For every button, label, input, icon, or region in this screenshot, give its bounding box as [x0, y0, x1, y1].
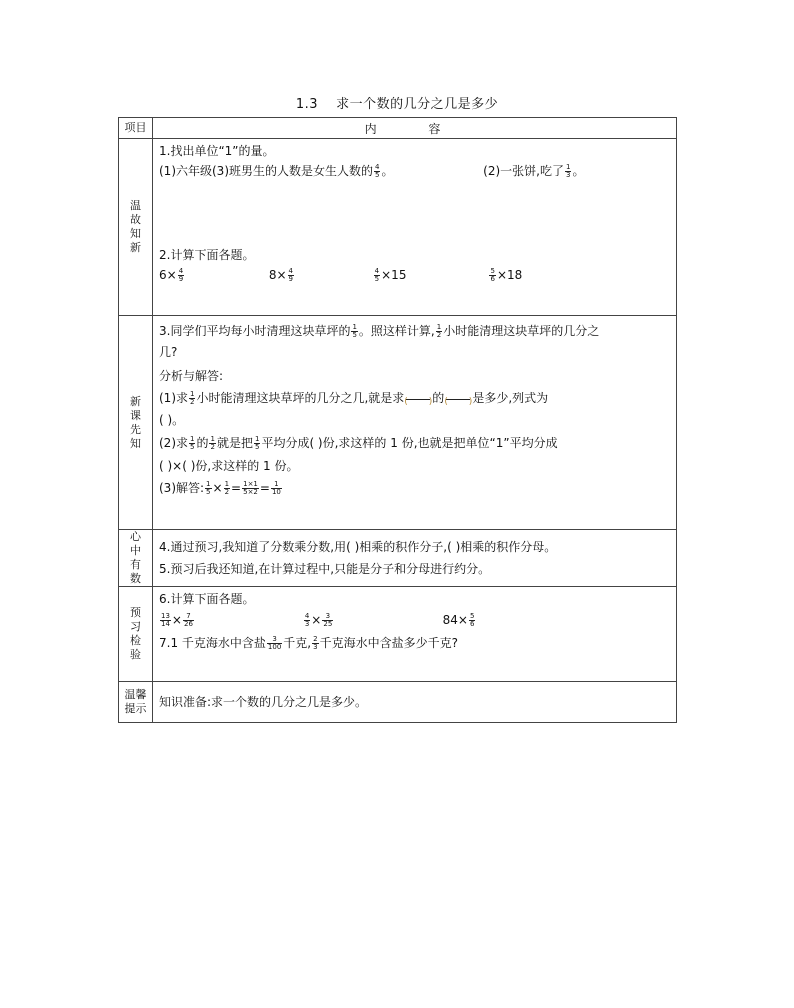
heart-label-cell [119, 530, 153, 587]
calc-pre: 8× [268, 268, 287, 282]
q1b-end: 。 [572, 164, 585, 178]
a2-mid: 就是把 [216, 436, 253, 450]
q3-fraction-1 [351, 324, 357, 339]
frac-num: 3 [322, 613, 333, 621]
answer-1-blank: ( )。 [159, 413, 185, 427]
answer-2-line2: ( )×( )份,求这样的 1 份。 [159, 459, 299, 473]
frac-num: 1 [271, 481, 282, 489]
frac-den: 5 [206, 488, 211, 496]
calc-item [159, 265, 265, 285]
times-sign: × [311, 613, 322, 627]
frac-den: 5 [352, 331, 357, 339]
calc-post: ×15 [381, 268, 407, 282]
q7-fraction-2 [312, 636, 318, 651]
check-row [119, 587, 677, 682]
frac-num: 1 [254, 435, 260, 443]
calc-item [269, 265, 369, 285]
a3-fraction-1 [205, 481, 211, 496]
times-sign: × [212, 481, 223, 495]
check-content [153, 587, 677, 682]
section-number: 1.3 [295, 97, 319, 112]
frac-num: 7 [183, 613, 194, 621]
tip-label: 温馨提示 [124, 688, 147, 715]
a2-fraction-2 [209, 436, 215, 451]
header-row [119, 118, 677, 139]
calc-item [443, 609, 523, 631]
q3-line1 [159, 320, 676, 342]
frac-num: 1×1 [243, 480, 258, 488]
frac-den: 5 [190, 443, 195, 451]
tip-label-cell [119, 682, 153, 723]
frac-den: 5×2 [243, 488, 258, 496]
frac-num: 13 [161, 612, 170, 620]
q4-line: 4.通过预习,我知道了分数乘分数,用( )相乘的积作分子,( )相乘的积作分母。 [159, 540, 557, 554]
calc-fraction [288, 268, 294, 283]
review-label: 温故知新 [130, 199, 141, 254]
calc-fraction [469, 613, 475, 628]
q1-title: 1.找出单位“1”的量。 [159, 144, 275, 158]
frac-num: 4 [288, 267, 293, 275]
heart-row [119, 530, 677, 587]
a3-fraction-3 [242, 481, 259, 496]
review-content [153, 139, 677, 316]
worksheet-table [118, 117, 677, 723]
calc-item [373, 265, 485, 285]
q6-title: 6.计算下面各题。 [159, 592, 255, 606]
q1b-fraction [565, 164, 571, 179]
calc-fraction [374, 268, 380, 283]
tip-text: 知识准备:求一个数的几分之几是多少。 [159, 695, 368, 709]
tip-content [153, 682, 677, 723]
frac-den: 6 [469, 620, 475, 628]
frac-num: 1 [206, 480, 211, 488]
blank-fraction[interactable]: ( ) [444, 392, 472, 406]
q7-text: 7.1 千克海水中含盐 [159, 636, 266, 650]
frac-num: 1 [565, 163, 571, 171]
answer-space [159, 181, 676, 245]
frac-num: 1 [224, 480, 230, 488]
a3-text: (3)解答: [159, 481, 205, 495]
q2-calcs [159, 265, 676, 285]
calc-fraction [178, 268, 184, 283]
preview-content [153, 316, 677, 530]
tip-row [119, 682, 677, 723]
frac-den: 6 [490, 275, 495, 283]
frac-den: 3 [304, 620, 310, 628]
q7-end: 千克海水中含盐多少千克? [319, 636, 458, 650]
frac-num: 1 [190, 390, 195, 398]
blank-fraction[interactable]: ( ) [404, 392, 432, 406]
q3-fraction-2 [436, 324, 442, 339]
equals-sign: = [259, 481, 270, 495]
frac-num: 4 [374, 267, 380, 275]
q1a-fraction [374, 164, 380, 179]
q7-mid: 千克, [283, 636, 312, 650]
answer-1 [159, 386, 676, 410]
frac-den: 26 [183, 620, 193, 628]
q1b-text: (2)一张饼,吃了 [483, 164, 564, 178]
q1a-end: 。 [381, 164, 394, 178]
calc-item [159, 609, 299, 631]
frac-den: 5 [374, 275, 380, 283]
frac-den: 2 [210, 443, 215, 451]
a1-text: (1)求 [159, 391, 188, 405]
times-sign: × [171, 613, 182, 627]
calc-fraction [160, 613, 171, 628]
q1-parts [159, 161, 676, 181]
frac-num: 5 [490, 267, 495, 275]
review-row [119, 139, 677, 316]
frac-den: 25 [323, 620, 333, 628]
heart-label: 心中有数 [130, 530, 141, 585]
calc-fraction [322, 613, 333, 628]
frac-num: 5 [469, 612, 475, 620]
frac-num: 4 [304, 612, 310, 620]
frac-num: 1 [352, 323, 357, 331]
preview-label-cell [119, 316, 153, 530]
frac-num: 2 [313, 635, 318, 643]
q3-end: 小时能清理这块草坪的几分之 [443, 324, 600, 338]
a2-de: 的 [196, 436, 209, 450]
frac-den: 9 [178, 275, 184, 283]
q6-calcs [159, 609, 676, 631]
frac-den: 10 [271, 488, 281, 496]
a3-fraction-2 [224, 481, 230, 496]
calc-fraction [489, 268, 495, 283]
title-text: 求一个数的几分之几是多少 [336, 97, 499, 112]
header-col-item: 项目 [119, 118, 153, 139]
frac-den: 2 [224, 488, 230, 496]
preview-label: 新课先知 [130, 394, 141, 450]
calc-item [488, 265, 568, 285]
frac-den: 2 [190, 398, 195, 406]
a1-mid: 小时能清理这块草坪的几分之几,就是求 [196, 391, 405, 405]
q3-text: 3.同学们平均每小时清理这块草坪的 [159, 324, 351, 338]
q3-line2: 几? [159, 345, 178, 359]
calc-post: ×18 [496, 268, 523, 282]
a1-end: 是多少,列式为 [472, 391, 549, 405]
a2-fraction-1 [189, 436, 195, 451]
frac-den: 5 [375, 171, 380, 179]
frac-num: 1 [190, 435, 195, 443]
frac-num: 1 [436, 323, 442, 331]
frac-den: 100 [267, 643, 282, 651]
q7-fraction-1 [267, 636, 282, 651]
q2-title: 2.计算下面各题。 [159, 248, 255, 262]
a3-fraction-4 [271, 481, 282, 496]
a1-de: 的 [432, 391, 445, 405]
frac-num: 1 [210, 435, 215, 443]
preview-row [119, 316, 677, 530]
frac-num: 3 [267, 636, 282, 644]
q7-line [159, 631, 676, 655]
q5-line: 5.预习后我还知道,在计算过程中,只能是分子和分母进行约分。 [159, 562, 491, 576]
analysis-heading: 分析与解答: [159, 369, 224, 383]
frac-den: 3 [565, 171, 571, 179]
a1-fraction [189, 391, 195, 406]
frac-den: 5 [254, 443, 260, 451]
heart-content [153, 530, 677, 587]
q3-mid: 。照这样计算, [358, 324, 435, 338]
equals-sign: = [231, 481, 242, 495]
review-label-cell [119, 139, 153, 316]
check-label: 预习检验 [130, 606, 141, 661]
a2-text: (2)求 [159, 436, 188, 450]
calc-pre: 6× [159, 268, 177, 282]
calc-item [303, 609, 439, 631]
frac-num: 4 [375, 163, 380, 171]
frac-den: 3 [313, 643, 318, 651]
frac-den: 9 [288, 275, 293, 283]
q1a-text: (1)六年级(3)班男生的人数是女生人数的 [159, 164, 373, 178]
frac-den: 14 [161, 620, 170, 628]
calc-fraction [183, 613, 194, 628]
a2-fraction-3 [254, 436, 260, 451]
answer-2 [159, 430, 676, 456]
check-label-cell [119, 587, 153, 682]
calc-fraction [304, 613, 310, 628]
frac-num: 4 [178, 267, 184, 275]
answer-3 [159, 476, 676, 500]
calc-pre: 84× [442, 613, 468, 627]
header-col-content: 内 容 [153, 118, 677, 139]
frac-den: 2 [436, 331, 442, 339]
a2-end: 平均分成( )份,求这样的 1 份,也就是把单位“1”平均分成 [261, 436, 558, 450]
page-title [0, 93, 794, 112]
